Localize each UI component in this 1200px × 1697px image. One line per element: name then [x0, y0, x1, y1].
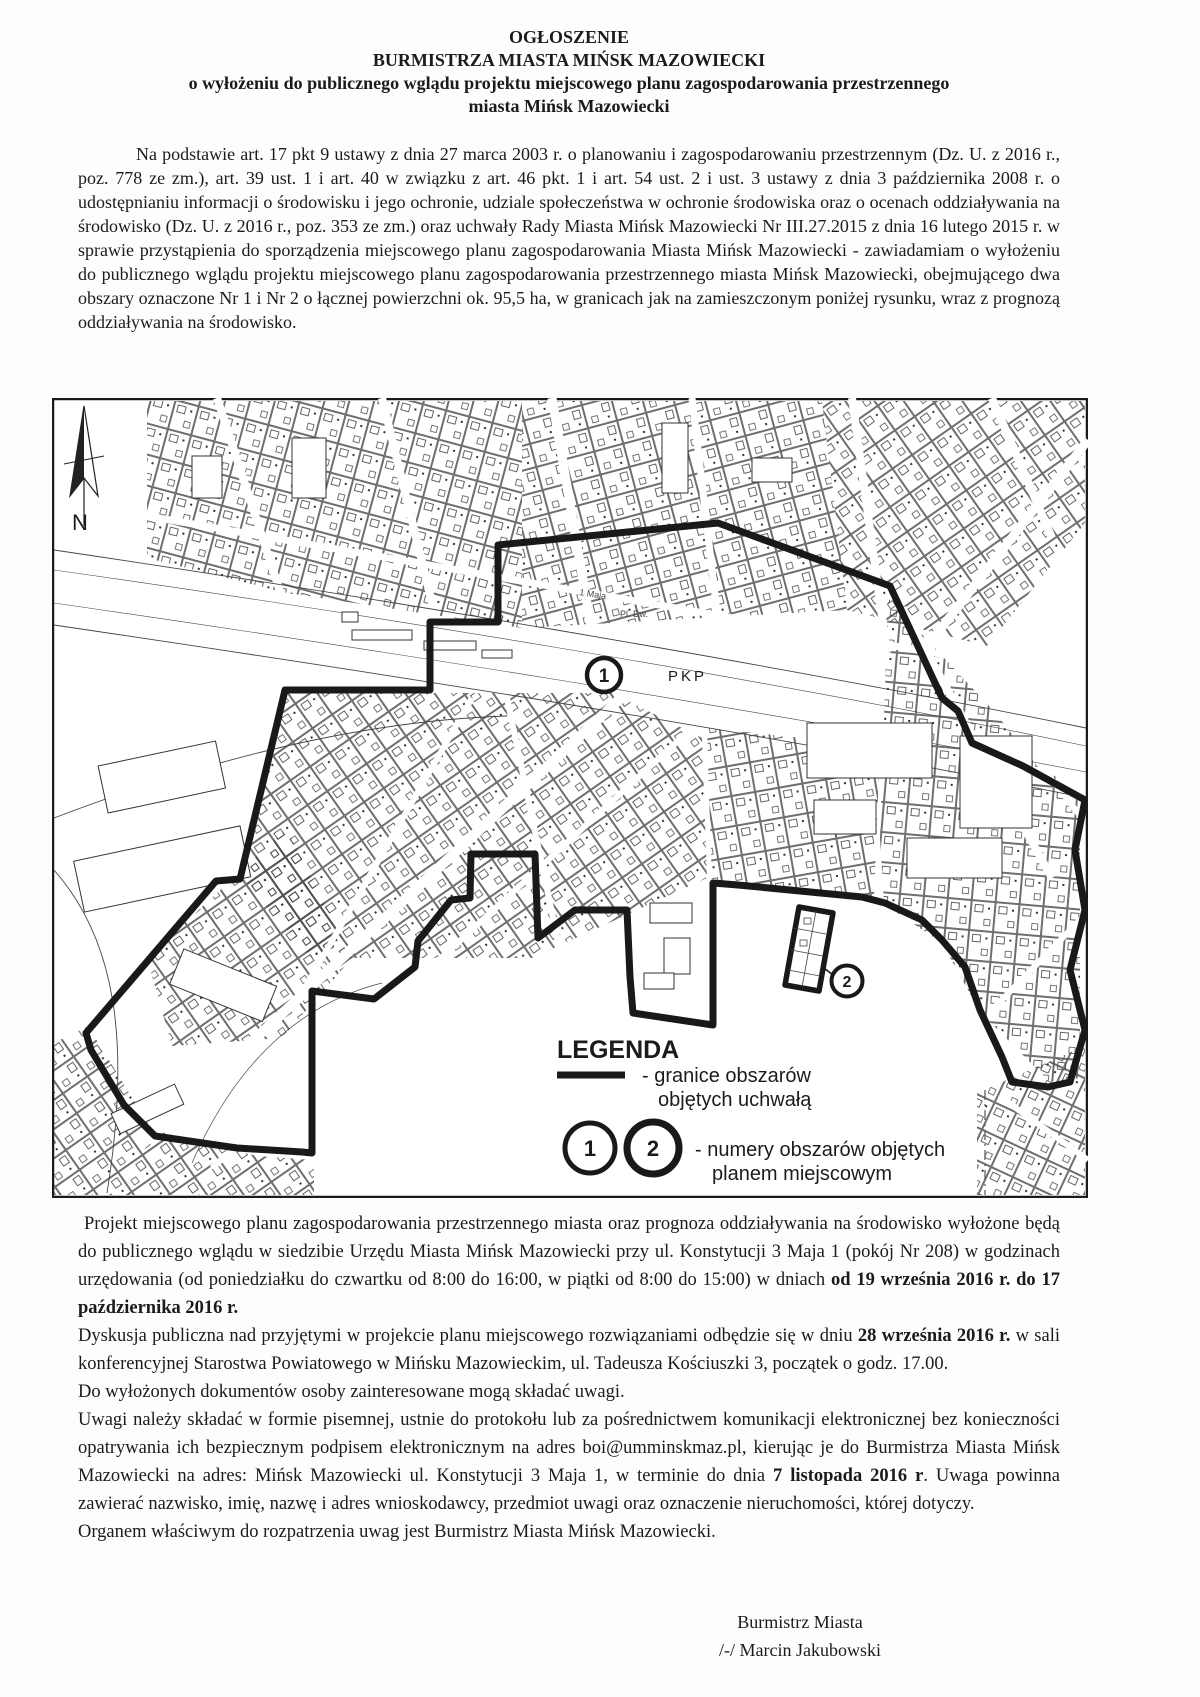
- signature-title: Burmistrz Miasta: [737, 1612, 863, 1632]
- area1-number: 1: [598, 666, 610, 687]
- railway-label: PKP: [668, 668, 708, 685]
- signature-name: /-/ Marcin Jakubowski: [719, 1640, 881, 1660]
- street-label-pldw: Pl. Dw.: [620, 609, 649, 619]
- legend-circle-1-number: 1: [583, 1136, 597, 1161]
- body-paragraph: Do wyłożonych dokumentów osoby zainteresowane mogą składać uwagi.: [78, 1382, 625, 1402]
- area2-badge: [832, 966, 863, 997]
- legend-numbers-label-2: planem miejscowym: [712, 1163, 893, 1185]
- body-paragraph: Projekt miejscowego planu zagospodarowania przestrzennego miasta oraz prognoza oddziaływania na środowisko wyłożone będą do publicznego wglądu w siedzibie Urzędu Miasta Mińsk Mazowiecki przy ul. Konstytucji 3 Maja 1 (pokój Nr 208) w godzinach urzędowania (od poniedziałku do czwartku od 8:00 do 16:00, w piątki od 8:00 do 15:00) w dniach od 19 września 2016 r. do 17 października 2016 r.: [78, 1214, 1060, 1318]
- title-line-4: miasta Mińsk Mazowiecki: [468, 96, 670, 116]
- area1-badge: [587, 658, 621, 692]
- street-label-1maja: 1 Maja: [578, 587, 607, 602]
- body-paragraph: Organem właściwym do rozpatrzenia uwag jest Burmistrz Miasta Mińsk Mazowiecki.: [78, 1522, 716, 1542]
- title-line-2: BURMISTRZA MIASTA MIŃSK MAZOWIECKI: [372, 50, 766, 70]
- legend-numbers-label-1: - numery obszarów objętych: [695, 1139, 946, 1161]
- legend-circle-2-number: 2: [646, 1136, 660, 1161]
- signature-block: [600, 1608, 1000, 1664]
- title-line-3: o wyłożeniu do publicznego wglądu projektu miejscowego planu zagospodarowania przestrzennego: [188, 73, 950, 93]
- legend-title: LEGENDA: [557, 1036, 680, 1064]
- body-paragraph: Uwagi należy składać w formie pisemnej, ustnie do protokołu lub za pośrednictwem komunikacji elektronicznej bez konieczności opatrywania ich bezpiecznym podpisem elektronicznym na adres boi@umminskmaz.pl, kierując je do Burmistrza Miasta Mińsk Mazowiecki na adres: Mińsk Mazowiecki ul. Konstytucji 3 Maja 1, w terminie do dnia 7 listopada 2016 r. Uwaga powinna zawierać nazwisko, imię, nazwę i adres wnioskodawcy, przedmiot uwagi oraz oznaczenie nieruchomości, której dotyczy.: [78, 1410, 1060, 1514]
- body-paragraph: Dyskusja publiczna nad przyjętymi w projekcie planu miejscowego rozwiązaniami odbędzie się w dniu 28 września 2016 r. w sali konferencyjnej Starostwa Powiatowego w Mińsku Mazowieckim, ul. Tadeusza Kościuszki 3, początek o godz. 17.00.: [78, 1326, 1060, 1374]
- intro-paragraph: Na podstawie art. 17 pkt 9 ustawy z dnia 27 marca 2003 r. o planowaniu i zagospodarowaniu przestrzennym (Dz. U. z 2016 r., poz. 778 ze zm.), art. 39 ust. 1 i art. 40 w związku z art. 46 pkt. 1 i art. 54 ust. 2 i ust. 3 ustawy z dnia 3 października 2008 r. o udostępnianiu informacji o środowisku i jego ochronie, udziale społeczeństwa w ochronie środowiska oraz o ocenach oddziaływania na środowisko (Dz. U. z 2016 r., poz. 353 ze zm.) oraz uchwały Rady Miasta Mińsk Mazowiecki Nr III.27.2015 z dnia 16 lutego 2015 r. w sprawie przystąpienia do sporządzenia miejscowego planu zagospodarowania Miasta Mińsk Mazowiecki - zawiadamiam o wyłożeniu do publicznego wglądu projektu miejscowego planu zagospodarowania przestrzennego miasta Mińsk Mazowiecki, obejmującego dwa obszary oznaczone Nr 1 i Nr 2 o łącznej powierzchni ok. 95,5 ha, w granicach jak na zamieszczonym poniżej rysunku, wraz z prognozą oddziaływania na środowisko.: [78, 144, 1060, 332]
- title-block: [78, 26, 1060, 118]
- zoning-map-svg: [52, 398, 1088, 1198]
- area2-number: 2: [842, 974, 852, 991]
- zoning-map: [52, 398, 1088, 1198]
- north-label: N: [72, 510, 88, 535]
- legend-boundary-label-2: objętych uchwałą: [658, 1089, 812, 1111]
- body-text: [78, 1210, 1060, 1546]
- legend-boundary-label-1: - granice obszarów: [642, 1065, 811, 1087]
- title-line-1: OGŁOSZENIE: [508, 27, 630, 47]
